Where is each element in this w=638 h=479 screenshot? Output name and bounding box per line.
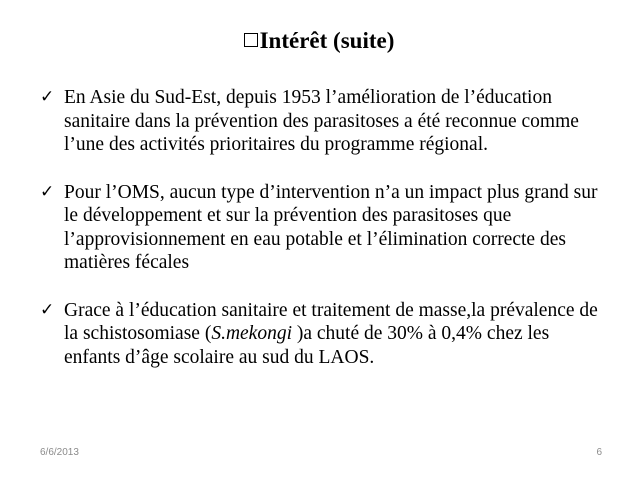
bullet-text: Pour l’OMS, aucun type d’intervention n’a un impact plus grand sur le développement et sur la prévention des parasitoses que l’approvisionnement en eau potable et l’élimination correcte des matières fécales xyxy=(64,181,598,273)
bullet-list xyxy=(40,86,600,369)
bullet-text xyxy=(64,299,600,370)
slide-title xyxy=(0,26,638,56)
slide-title-text: Intérêt (suite) xyxy=(259,28,395,53)
bullet-text-part: Grace à l’éducation sanitaire et traitement de masse,la prévalence de la schistosomiase ( xyxy=(64,299,598,344)
species-name: S.mekongi xyxy=(211,323,292,344)
footer-date: 6/6/2013 xyxy=(40,447,79,458)
bullet-text-part: )a chuté de 30% à 0,4% chez les enfants d’âge scolaire au sud du LAOS. xyxy=(64,323,550,368)
checkmark-icon: ✓ xyxy=(40,299,55,320)
page-number: 6 xyxy=(596,447,602,458)
bullet-text: En Asie du Sud-Est, depuis 1953 l’amélioration de l’éducation sanitaire dans la prévention des parasitoses a été reconnue comme l’une des activités prioritaires du programme régional. xyxy=(64,87,579,155)
checkbox-bullet-icon xyxy=(244,33,258,47)
checkmark-icon: ✓ xyxy=(40,87,55,107)
bullet-item xyxy=(40,299,600,370)
bullet-item xyxy=(40,181,600,275)
bullet-item xyxy=(40,86,600,157)
checkmark-icon: ✓ xyxy=(40,181,55,202)
